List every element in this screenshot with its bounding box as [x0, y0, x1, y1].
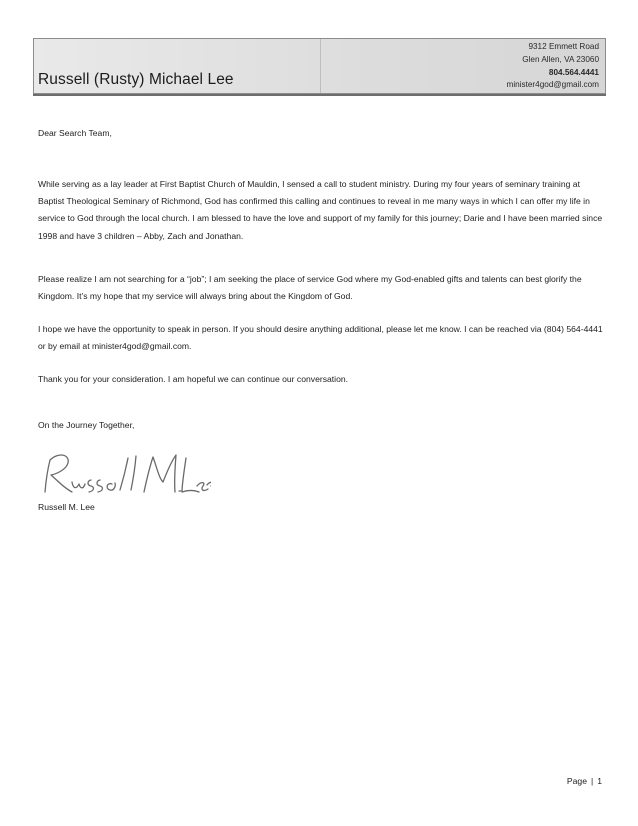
- closing: On the Journey Together,: [38, 420, 135, 430]
- body-paragraph-4: [38, 371, 606, 388]
- body-paragraph-2: [38, 271, 606, 305]
- address-line-1: 9312 Emmett Road: [528, 42, 599, 51]
- phone-number: 804.564.4441: [548, 67, 599, 77]
- paragraph-text: Thank you for your consideration. I am hopeful we can continue our conversation.: [38, 374, 349, 384]
- address-line-2: Glen Allen, VA 23060: [522, 54, 599, 64]
- body-paragraph-3: [38, 321, 606, 355]
- page-separator: |: [590, 776, 594, 786]
- handwritten-signature: [36, 448, 211, 500]
- email-address: minister4god@gmail.com: [506, 80, 599, 90]
- contact-block: [507, 41, 600, 92]
- body-paragraph-1: [38, 176, 606, 245]
- page-label: Page: [566, 776, 587, 786]
- letterhead-divider: [320, 39, 321, 93]
- letterhead-bottom-rule: [33, 94, 606, 96]
- paragraph-text: Please realize I am not searching for a “job”; I am seeking the place of service God where my God-enabled gifts and talents can best glorify the Kingdom. It’s my hope that my service will always bring about the Kingdom of God.: [38, 274, 582, 302]
- paragraph-text: While serving as a lay leader at First Baptist Church of Mauldin, I sensed a call to student ministry. During my four years of seminary training at Baptist Theological Seminary of Richmond, God has confirmed this calling and continues to reveal in me many ways in which I can offer my life in service to God through the local church. I am blessed to have the love and support of my family for this journey; Darie and I have been married since 1998 and have 3 children – Abby, Zach and Jonathan.: [38, 179, 603, 241]
- sender-name: Russell (Rusty) Michael Lee: [38, 71, 234, 88]
- salutation: Dear Search Team,: [38, 128, 112, 138]
- letterhead: [33, 38, 606, 94]
- signed-name: Russell M. Lee: [38, 502, 95, 512]
- paragraph-text: I hope we have the opportunity to speak in person. If you should desire anything additional, please let me know. I can be reached via (804) 564-4441 or by email at minister4god@gmail.com.: [38, 324, 603, 352]
- page-footer: [567, 776, 602, 786]
- page-number: 1: [597, 776, 602, 786]
